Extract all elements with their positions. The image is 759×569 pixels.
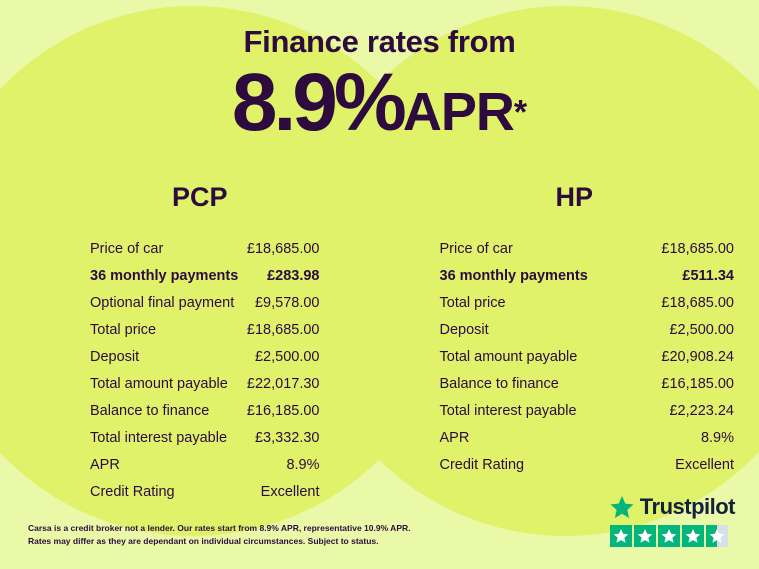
row-label: 36 monthly payments bbox=[90, 267, 239, 284]
rate-unit: APR bbox=[402, 82, 514, 142]
pcp-rows bbox=[90, 235, 320, 505]
table-row bbox=[90, 478, 320, 505]
page-title: Finance rates from bbox=[243, 24, 516, 59]
table-row bbox=[90, 235, 320, 262]
row-value: £283.98 bbox=[267, 267, 320, 284]
table-row bbox=[90, 316, 320, 343]
table-row bbox=[90, 424, 320, 451]
row-label: Total amount payable bbox=[90, 375, 228, 392]
row-value: £511.34 bbox=[682, 267, 734, 284]
row-value: £9,578.00 bbox=[254, 294, 320, 311]
row-value: 8.9% bbox=[286, 456, 320, 473]
row-label: Deposit bbox=[90, 348, 140, 365]
row-value: £18,685.00 bbox=[661, 240, 734, 257]
row-label: Total interest payable bbox=[439, 402, 577, 419]
table-row bbox=[90, 397, 320, 424]
table-row bbox=[90, 451, 320, 478]
row-label: 36 monthly payments bbox=[439, 267, 588, 284]
headline-rate bbox=[0, 57, 759, 148]
disclaimer bbox=[28, 522, 411, 547]
row-value: £3,332.30 bbox=[254, 429, 320, 446]
row-value: Excellent bbox=[260, 483, 320, 500]
trustpilot-name: Trustpilot bbox=[639, 494, 735, 519]
row-label: Credit Rating bbox=[439, 456, 525, 473]
rate-asterisk: * bbox=[513, 93, 528, 132]
star-icon bbox=[658, 525, 680, 547]
table-row bbox=[440, 289, 735, 316]
row-label: Total interest payable bbox=[90, 429, 228, 446]
column-title-hp: HP bbox=[555, 182, 593, 212]
row-label: Optional final payment bbox=[90, 294, 235, 311]
row-value: £18,685.00 bbox=[246, 321, 320, 338]
row-value: £22,017.30 bbox=[246, 375, 320, 392]
table-row bbox=[440, 235, 735, 262]
table-row bbox=[440, 316, 735, 343]
finance-column-pcp bbox=[0, 182, 380, 505]
column-title-pcp: PCP bbox=[171, 182, 228, 212]
table-row bbox=[440, 424, 735, 451]
trustpilot-star-icon bbox=[610, 496, 634, 519]
row-value: £2,500.00 bbox=[669, 321, 734, 338]
table-row bbox=[90, 343, 320, 370]
row-value: £20,908.24 bbox=[661, 348, 734, 365]
row-value: 8.9% bbox=[700, 429, 734, 446]
row-label: Total price bbox=[90, 321, 157, 338]
row-label: Price of car bbox=[90, 240, 164, 257]
finance-column-hp bbox=[380, 182, 759, 505]
star-icon bbox=[682, 525, 704, 547]
table-row bbox=[90, 262, 320, 289]
table-row bbox=[440, 262, 735, 289]
table-row bbox=[440, 343, 735, 370]
finance-columns bbox=[0, 182, 759, 505]
row-label: APR bbox=[439, 429, 470, 446]
row-label: Price of car bbox=[439, 240, 513, 257]
trustpilot-rating-stars bbox=[610, 525, 735, 547]
table-row bbox=[440, 451, 735, 478]
row-value: £2,223.24 bbox=[669, 402, 734, 419]
disclaimer-line-2: Rates may differ as they are dependant on individual circumstances. Subject to status. bbox=[28, 535, 379, 546]
row-label: Deposit bbox=[439, 321, 489, 338]
row-label: Balance to finance bbox=[439, 375, 559, 392]
star-icon bbox=[634, 525, 656, 547]
star-icon bbox=[610, 525, 632, 547]
row-value: Excellent bbox=[675, 456, 734, 473]
row-label: Credit Rating bbox=[90, 483, 175, 500]
row-value: £18,685.00 bbox=[661, 294, 734, 311]
row-value: £18,685.00 bbox=[246, 240, 320, 257]
trustpilot-logo bbox=[610, 494, 735, 520]
half-star-icon bbox=[706, 525, 728, 547]
rate-number: 8.9% bbox=[231, 57, 403, 148]
row-value: £16,185.00 bbox=[661, 375, 734, 392]
row-label: Total price bbox=[439, 294, 506, 311]
table-row bbox=[440, 397, 735, 424]
disclaimer-line-1: Carsa is a credit broker not a lender. Our rates start from 8.9% APR, representative 10.9% APR. bbox=[28, 523, 411, 534]
table-row bbox=[90, 370, 320, 397]
row-value: £2,500.00 bbox=[254, 348, 320, 365]
trustpilot-badge[interactable] bbox=[610, 494, 735, 547]
row-label: Balance to finance bbox=[90, 402, 210, 419]
table-row bbox=[90, 289, 320, 316]
hp-rows bbox=[440, 235, 735, 478]
row-value: £16,185.00 bbox=[246, 402, 320, 419]
table-row bbox=[440, 370, 735, 397]
row-label: APR bbox=[90, 456, 120, 473]
row-label: Total amount payable bbox=[439, 348, 578, 365]
